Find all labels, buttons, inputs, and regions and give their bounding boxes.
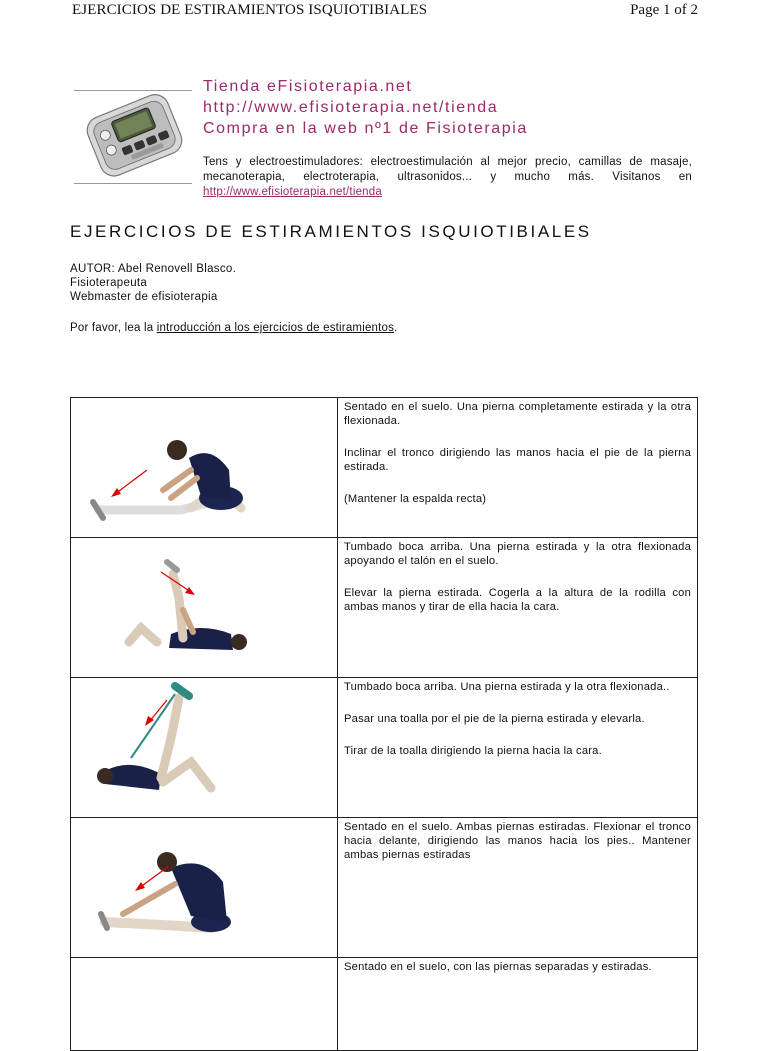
exercise-photo-cell (71, 678, 338, 818)
exercise-text-cell (338, 678, 698, 818)
exercise-photo-cell (71, 398, 338, 538)
exercise-paragraph-2: Inclinar el tronco dirigiendo las manos hacia el pie de la pierna estirada. (344, 447, 691, 473)
exercise-row (71, 958, 698, 1051)
page-number: Page 1 of 2 (630, 2, 698, 18)
author-block (70, 262, 236, 304)
exercise-photo-cell (71, 538, 338, 678)
exercise-row (71, 678, 698, 818)
exercise-text-cell (338, 958, 698, 1051)
exercise-paragraph-3: Tirar de la toalla dirigiendo la pierna hacia la cara. (344, 745, 602, 757)
intro-paragraph (70, 322, 398, 334)
exercise-paragraph-1: Sentado en el suelo, con las piernas separadas y estiradas. (344, 961, 652, 973)
exercise-row (71, 818, 698, 958)
exercise-text-cell (338, 818, 698, 958)
ad-link-url[interactable]: http://www.efisioterapia.net/tienda (203, 99, 499, 116)
exercise-paragraph-2: Pasar una toalla por el pie de la pierna estirada y elevarla. (344, 713, 645, 725)
exercise-paragraph-1: Tumbado boca arriba. Una pierna estirada y la otra flexionada.. (344, 681, 670, 693)
intro-suffix: . (394, 322, 398, 334)
exercise-photo-towel-stretch (71, 678, 337, 817)
exercise-photo-lying-leg-raise (71, 538, 337, 677)
exercise-photo-cell (71, 818, 338, 958)
exercise-paragraph-1: Tumbado boca arriba. Una pierna estirada y la otra flexionada apoyando el talón en el suelo. (344, 541, 691, 567)
page-header-title: EJERCICIOS DE ESTIRAMIENTOS ISQUIOTIBIALES (72, 2, 428, 18)
author-line: AUTOR: Abel Renovell Blasco. (70, 263, 237, 275)
device-illustration (74, 91, 192, 183)
ad-description-link[interactable]: http://www.efisioterapia.net/tienda (203, 186, 382, 198)
ad-link-buy[interactable]: Compra en la web nº1 de Fisioterapia (203, 120, 528, 137)
electroestimulador-image[interactable] (74, 90, 192, 184)
exercise-photo-cell (71, 958, 338, 1051)
author-role-1: Fisioterapeuta (70, 277, 148, 289)
exercise-paragraph-3: (Mantener la espalda recta) (344, 493, 487, 505)
ad-description-text: Tens y electroestimuladores: electroestimulación al mejor precio, camillas de masaje, mecanoterapia, electroterapia, ultrasonidos... y mucho más. Visitanos en (203, 156, 692, 183)
exercise-text-cell (338, 398, 698, 538)
ad-links (203, 76, 528, 139)
exercise-paragraph-1: Sentado en el suelo. Una pierna completamente estirada y la otra flexionada. (344, 401, 691, 427)
exercise-photo-seated-single-leg (71, 398, 337, 537)
intro-link[interactable]: introducción a los ejercicios de estiramientos (156, 322, 395, 334)
exercise-text-cell (338, 538, 698, 678)
exercise-row (71, 538, 698, 678)
exercise-paragraph-1: Sentado en el suelo. Ambas piernas estiradas. Flexionar el tronco hacia delante, dirigiendo las manos hacia los pies.. Mantener ambas piernas estiradas (344, 821, 691, 861)
intro-prefix: Por favor, lea la (70, 322, 157, 334)
ad-link-store[interactable]: Tienda eFisioterapia.net (203, 78, 413, 95)
exercise-photo-seated-both-legs (71, 818, 337, 957)
ad-description (203, 155, 692, 200)
exercises-table (70, 397, 698, 1051)
exercise-row (71, 398, 698, 538)
article-title: EJERCICIOS DE ESTIRAMIENTOS ISQUIOTIBIALES (70, 222, 592, 241)
exercise-paragraph-2: Elevar la pierna estirada. Cogerla a la altura de la rodilla con ambas manos y tirar de ella hacia la cara. (344, 587, 691, 613)
author-role-2: Webmaster de efisioterapia (70, 291, 218, 303)
